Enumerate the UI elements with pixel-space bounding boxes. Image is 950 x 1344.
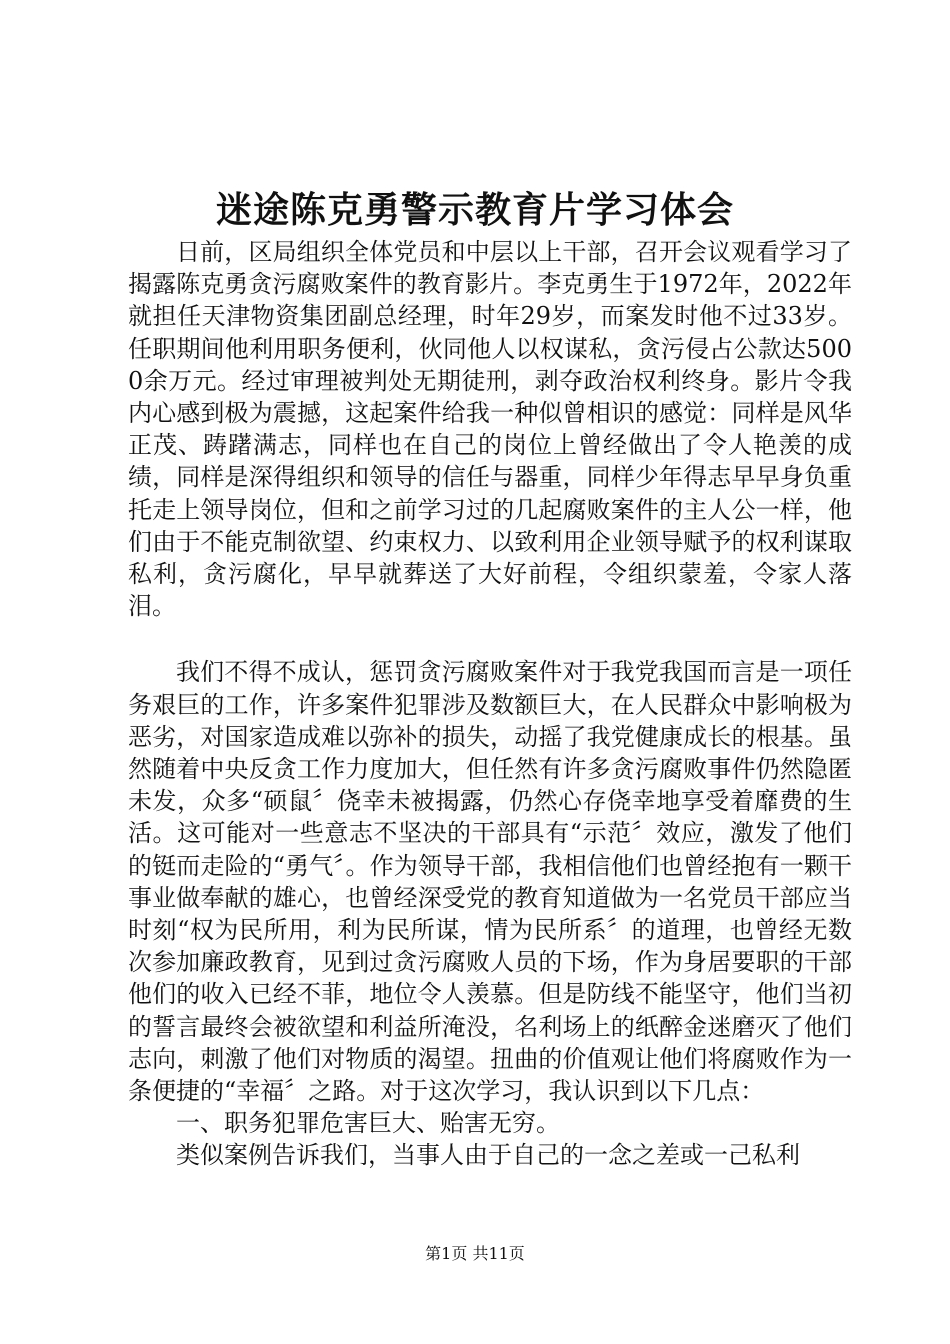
- paragraph-intro: 日前，区局组织全体党员和中层以上干部，召开会议观看学习了揭露陈克勇贪污腐败案件的教育影片。李克勇生于1972年，2022年就担任天津物资集团副总经理，时年29岁，而案发时他不过33岁。任职期间他利用职务便利，伙同他人以权谋私，贪污侵占公款达5000余万元。经过审理被判处无期徒刑，剥夺政治权利终身。影片令我内心感到极为震撼，这起案件给我一种似曾相识的感觉：同样是风华正茂、踌躇满志，同样也在自己的岗位上曾经做出了令人艳羡的成绩，同样是深得组织和领导的信任与器重，同样少年得志早早身负重托走上领导岗位，但和之前学习过的几起腐败案件的主人公一样，他们由于不能克制欲望、约束权力、以致利用企业领导赋予的权利谋取私利，贪污腐化，早早就葬送了大好前程，令组织蒙羞，令家人落泪。: [128, 238, 852, 621]
- paragraph-section-1: 类似案例告诉我们，当事人由于自己的一念之差或一己私利: [176, 1141, 800, 1170]
- section-heading-1: 一、职务犯罪危害巨大、贻害无穷。: [176, 1109, 560, 1138]
- paragraph-analysis: 我们不得不成认，惩罚贪污腐败案件对于我党我国而言是一项任务艰巨的工作，许多案件犯罪涉及数额巨大，在人民群众中影响极为恶劣，对国家造成难以弥补的损失，动摇了我党健康成长的根基。虽然随着中央反贪工作力度加大，但任然有许多贪污腐败事件仍然隐匿未发，众多“硕鼠〞侥幸未被揭露，仍然心存侥幸地享受着靡费的生活。这可能对一些意志不坚决的干部具有“示范〞效应，激发了他们的铤而走险的“勇气〞。作为领导干部，我相信他们也曾经抱有一颗干事业做奉献的雄心，也曾经深受党的教育知道做为一名党员干部应当时刻“权为民所用，利为民所谋，情为民所系〞的道理，也曾经无数次参加廉政教育，见到过贪污腐败人员的下场，作为身居要职的干部他们的收入已经不菲，地位令人羡慕。但是防线不能坚守，他们当初的誓言最终会被欲望和利益所淹没，名利场上的纸醉金迷磨灭了他们志向，刺激了他们对物质的渴望。扭曲的价值观让他们将腐败作为一条便捷的“幸福〞之路。对于这次学习，我认识到以下几点：: [128, 658, 852, 1106]
- page-number-footer: 第1页 共11页: [425, 1244, 525, 1263]
- document-title: 迷途陈克勇警示教育片学习体会: [215, 189, 734, 231]
- document-body: [128, 236, 852, 1172]
- paragraph-spacer: [128, 622, 852, 656]
